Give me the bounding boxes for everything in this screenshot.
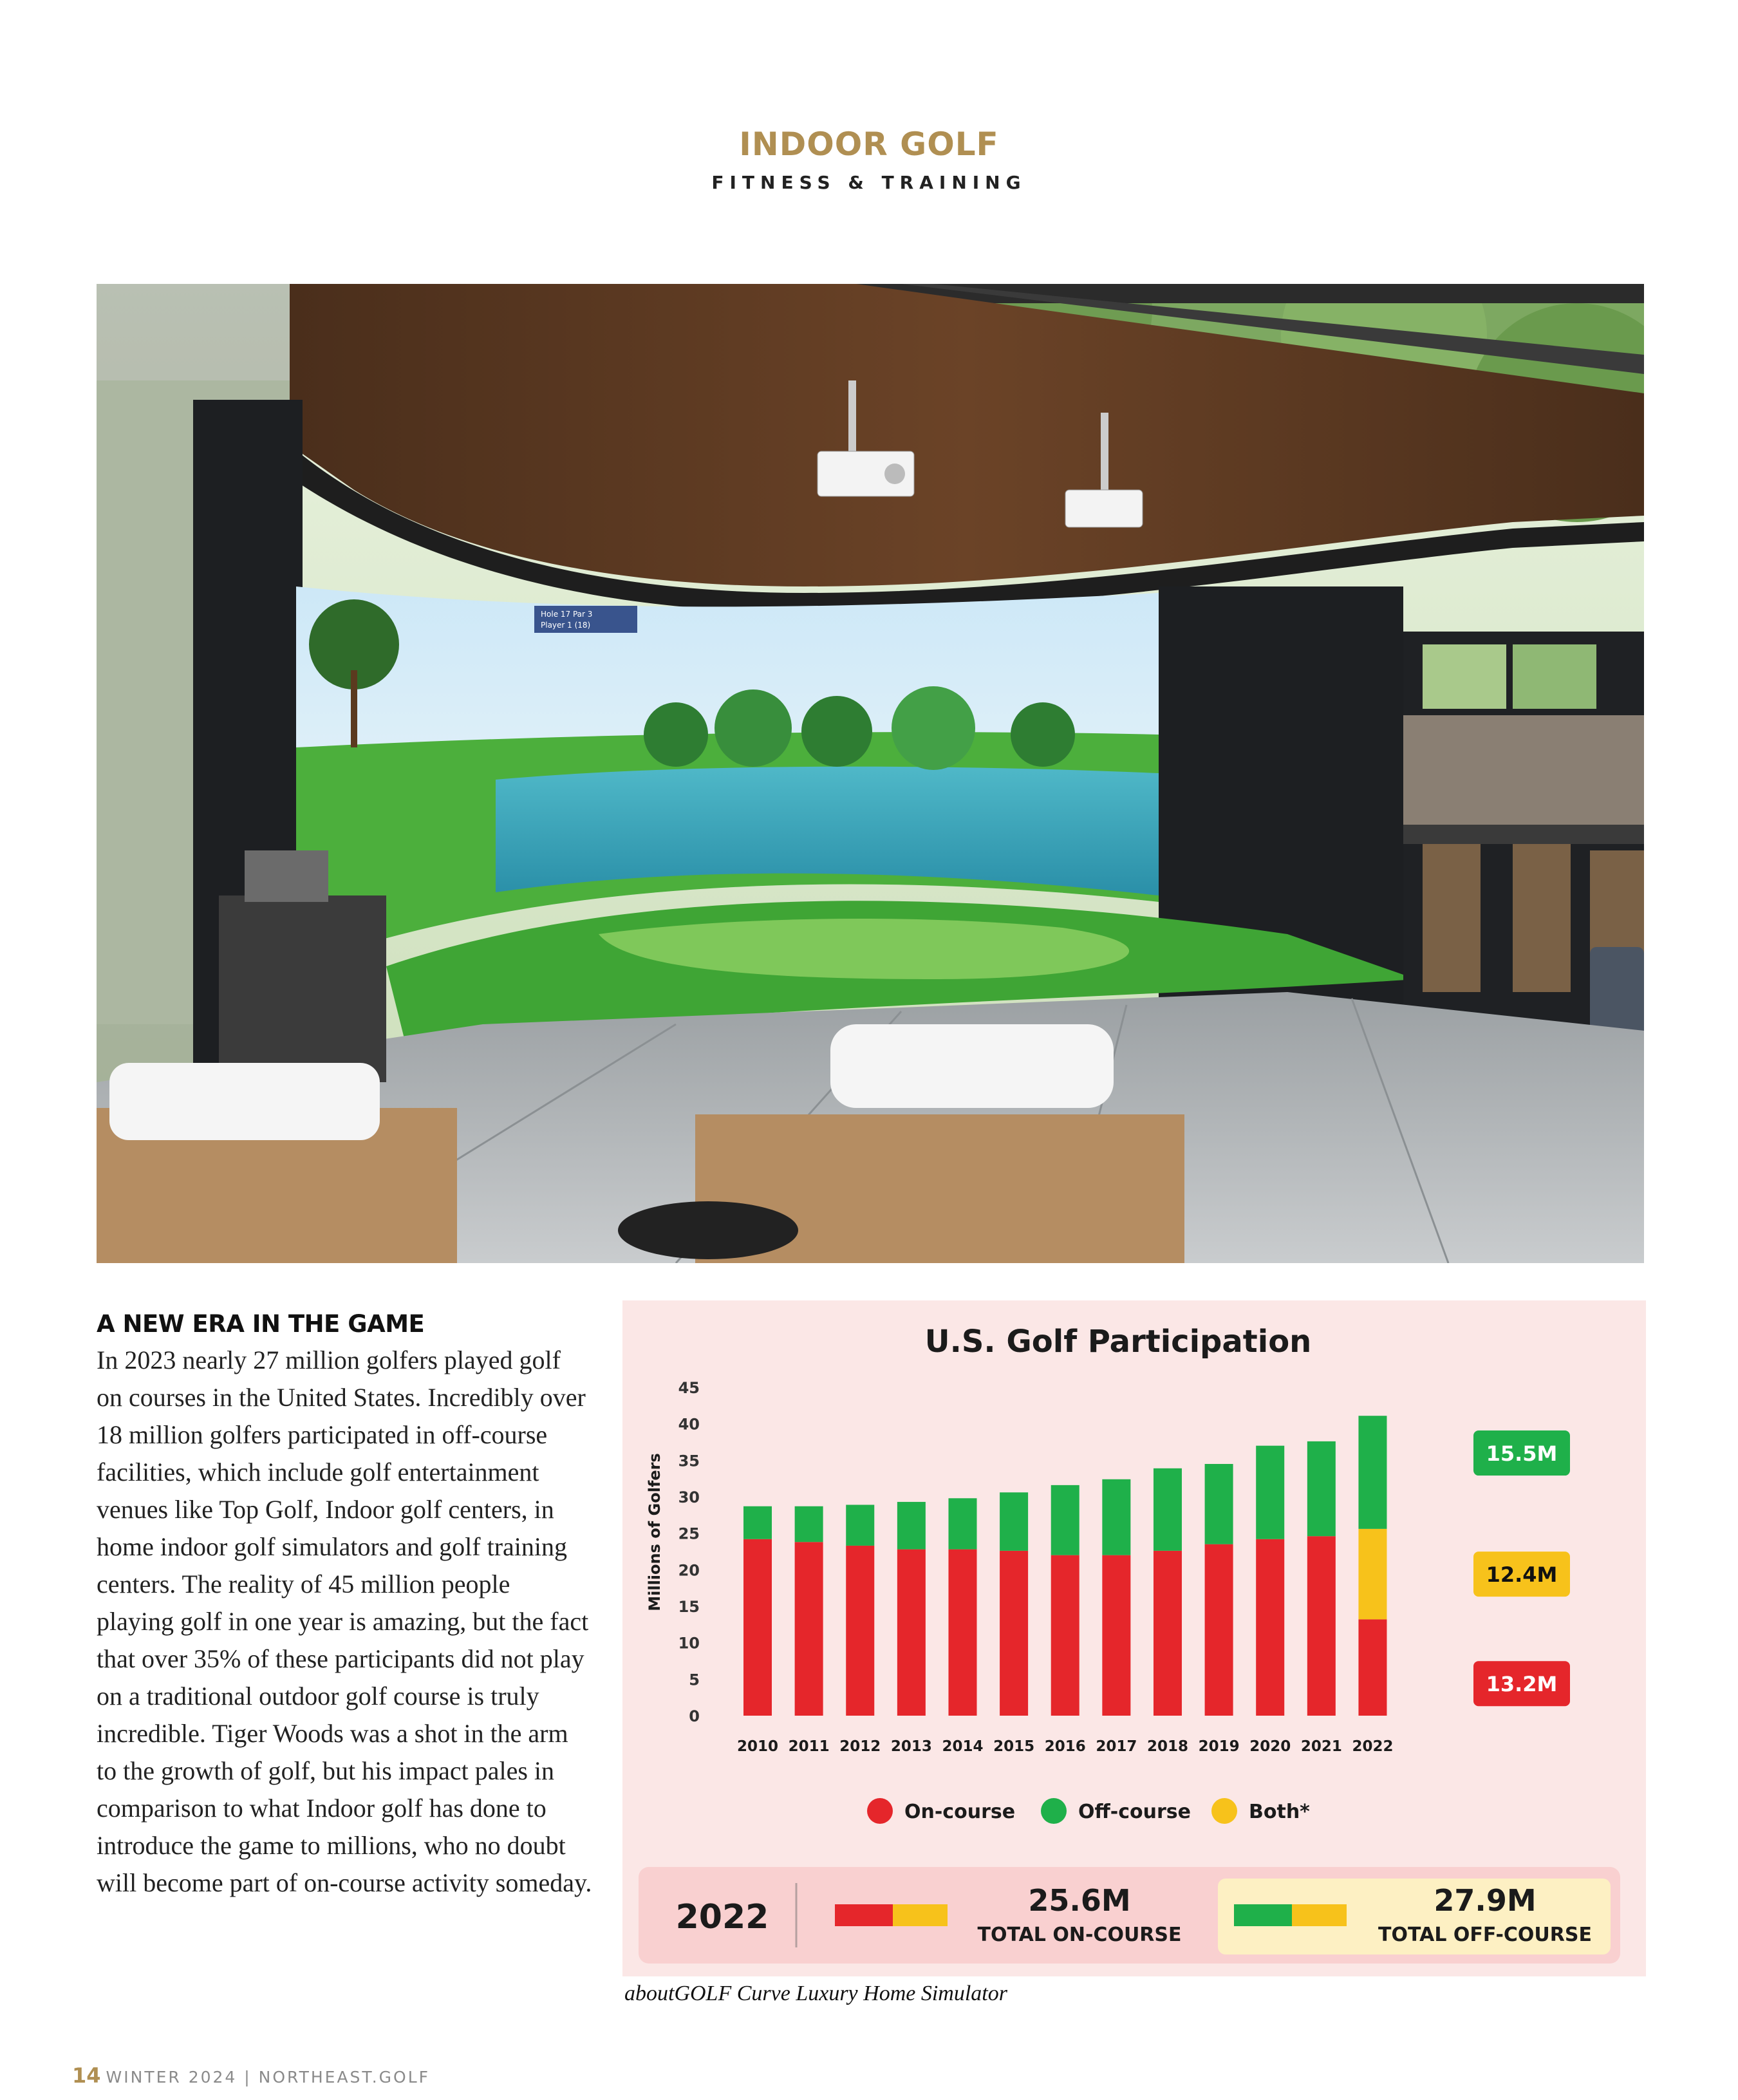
simulator-photo (97, 284, 1644, 1263)
bar-segment (1051, 1485, 1079, 1555)
x-tick-label: 2011 (788, 1738, 830, 1755)
bar-segment (1256, 1539, 1284, 1716)
chart-legend (867, 1798, 1310, 1824)
off-course-total-label: TOTAL OFF-COURSE (1378, 1924, 1592, 1946)
bar-segment (1154, 1468, 1182, 1551)
chart-bars (743, 1416, 1387, 1716)
bar-segment (1102, 1555, 1130, 1716)
y-tick-label: 20 (678, 1561, 700, 1580)
bar-callout-label: 13.2M (1486, 1672, 1558, 1697)
bar-segment (1358, 1529, 1387, 1620)
y-tick-label: 30 (678, 1488, 700, 1506)
bar-segment (846, 1546, 874, 1716)
y-tick-label: 45 (678, 1379, 700, 1397)
article-heading: A NEW ERA IN THE GAME (97, 1310, 425, 1338)
simulator-illustration (97, 284, 1644, 1263)
bar-segment (1358, 1416, 1387, 1529)
y-tick-label: 0 (689, 1707, 700, 1725)
x-tick-label: 2017 (1096, 1738, 1137, 1755)
bar-segment (1358, 1619, 1387, 1716)
issue-label: WINTER 2024 | NORTHEAST.GOLF (106, 2068, 431, 2086)
golf-participation-chart (622, 1300, 1646, 1976)
bar-segment (1256, 1446, 1284, 1539)
bar-segment (1205, 1544, 1233, 1716)
bar-callouts (1473, 1430, 1570, 1706)
y-tick-label: 10 (678, 1634, 700, 1653)
y-tick-label: 35 (678, 1452, 700, 1470)
summary-strip (639, 1867, 1620, 1964)
off-course-total: 27.9M (1434, 1883, 1537, 1918)
x-tick-label: 2015 (993, 1738, 1035, 1755)
y-tick-label: 5 (689, 1671, 700, 1689)
screen-hud-player: Player 1 (18) (541, 621, 591, 630)
bar-segment (1051, 1555, 1079, 1716)
bar-segment (795, 1542, 823, 1716)
screen-hud-hole: Hole 17 Par 3 (541, 610, 593, 619)
section-kicker: INDOOR GOLF (739, 126, 999, 163)
bar-segment (1154, 1551, 1182, 1716)
section-subtitle: FITNESS & TRAINING (711, 172, 1027, 193)
bar-segment (1307, 1536, 1336, 1716)
off-course-swatch-yellow (1292, 1904, 1347, 1926)
y-tick-label: 15 (678, 1598, 700, 1616)
legend-label: Off-course (1078, 1801, 1191, 1823)
chart-title: U.S. Golf Participation (924, 1324, 1312, 1360)
page-number: 14 (72, 2063, 101, 2088)
bar-callout-label: 15.5M (1486, 1441, 1558, 1467)
y-tick-label: 25 (678, 1524, 700, 1543)
bar-segment (1307, 1441, 1336, 1536)
bar-segment (1000, 1551, 1028, 1716)
legend-marker (1041, 1798, 1067, 1824)
on-course-swatch-red (835, 1904, 893, 1926)
bar-segment (1102, 1479, 1130, 1555)
x-tick-label: 2013 (890, 1738, 932, 1755)
off-course-swatch-green (1234, 1904, 1292, 1926)
x-tick-label: 2010 (736, 1738, 779, 1755)
x-tick-label: 2020 (1249, 1738, 1291, 1755)
bar-segment (897, 1550, 926, 1716)
on-course-total: 25.6M (1028, 1883, 1131, 1918)
x-tick-label: 2014 (942, 1738, 984, 1755)
on-course-total-label: TOTAL ON-COURSE (977, 1924, 1182, 1946)
bar-segment (948, 1498, 976, 1549)
page-header (0, 126, 1738, 193)
legend-label: On-course (904, 1801, 1016, 1823)
article-body: In 2023 nearly 27 million golfers played golf on courses in the United States. Incredibly over 18 million golfers participated in off-course facilities, which include golf entertainment venues like Top Golf, Indoor golf centers, in home indoor golf simulators and golf training centers. The reality of 45 million people playing golf in one year is amazing, but the fact that over 35% of these participants did not play on a traditional outdoor golf course is truly incredible. Tiger Woods was a shot in the arm to the growth of golf, but his impact pales in comparison to what Indoor golf has done to introduce the game to millions, who no doubt will become part of on-course activity someday. (97, 1345, 592, 1897)
x-tick-label: 2012 (839, 1738, 881, 1755)
bar-segment (1000, 1492, 1028, 1551)
legend-marker (1211, 1798, 1237, 1824)
x-tick-label: 2022 (1352, 1738, 1394, 1755)
photo-caption: aboutGOLF Curve Luxury Home Simulator (624, 1982, 1007, 2005)
chart-svg (622, 1300, 1646, 1976)
legend-marker (867, 1798, 893, 1824)
bar-segment (795, 1506, 823, 1542)
summary-year: 2022 (675, 1898, 769, 1936)
bar-segment (897, 1502, 926, 1550)
x-tick-label: 2019 (1198, 1738, 1240, 1755)
bar-segment (846, 1505, 874, 1545)
x-tick-label: 2021 (1300, 1738, 1342, 1755)
x-tick-label: 2016 (1044, 1738, 1086, 1755)
legend-label: Both* (1249, 1801, 1310, 1823)
x-axis-ticks (737, 1738, 1393, 1755)
article-column (97, 1310, 592, 1902)
on-course-swatch-yellow (893, 1904, 948, 1926)
page-footer (72, 2063, 430, 2088)
bar-segment (743, 1506, 772, 1539)
bar-segment (1205, 1464, 1233, 1544)
y-axis-ticks (678, 1379, 700, 1725)
y-tick-label: 40 (678, 1415, 700, 1434)
y-axis-label: Millions of Golfers (646, 1453, 664, 1611)
x-tick-label: 2018 (1146, 1738, 1188, 1755)
bar-segment (743, 1539, 772, 1716)
bar-segment (948, 1550, 976, 1716)
bar-callout-label: 12.4M (1486, 1562, 1558, 1588)
